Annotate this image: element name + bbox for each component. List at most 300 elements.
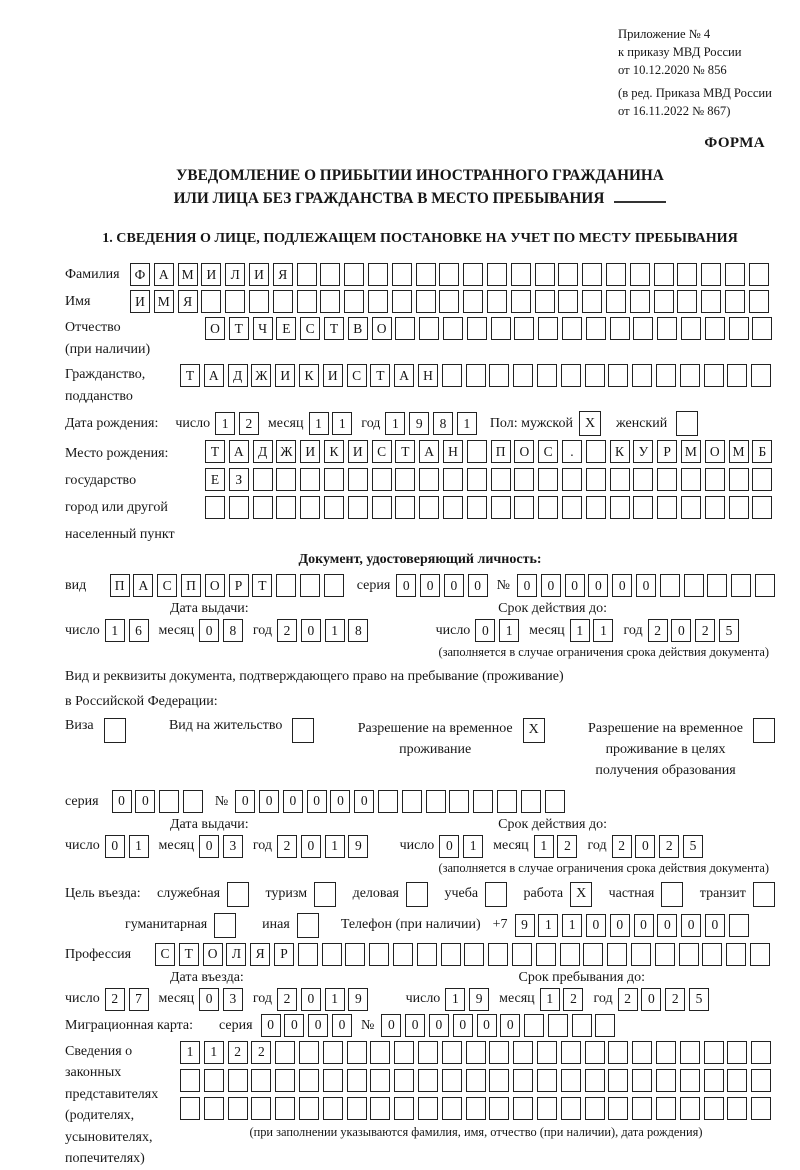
cell[interactable]: И [275, 364, 295, 387]
cell[interactable]: С [155, 943, 175, 966]
cell[interactable] [416, 263, 436, 286]
cell[interactable] [372, 468, 392, 491]
cell[interactable]: Ж [276, 440, 296, 463]
cell[interactable] [548, 1014, 568, 1037]
cell[interactable]: З [229, 468, 249, 491]
cell[interactable]: 1 [538, 914, 558, 937]
cell[interactable]: О [372, 317, 392, 340]
cell[interactable]: 0 [261, 1014, 281, 1037]
cell[interactable] [491, 496, 511, 519]
cell[interactable] [419, 496, 439, 519]
cell[interactable]: 1 [570, 619, 590, 642]
cell[interactable] [632, 1041, 652, 1064]
cell[interactable] [394, 1069, 414, 1092]
cell[interactable] [297, 290, 317, 313]
cell[interactable] [729, 317, 749, 340]
cell[interactable]: Я [250, 943, 270, 966]
cell[interactable]: И [201, 263, 221, 286]
cell[interactable] [204, 1069, 224, 1092]
cell[interactable]: 1 [325, 835, 345, 858]
cell[interactable]: 0 [641, 988, 661, 1011]
cell[interactable]: С [372, 440, 392, 463]
cell[interactable] [537, 1097, 557, 1120]
cell[interactable] [561, 364, 581, 387]
cell[interactable] [610, 317, 630, 340]
cell[interactable]: 0 [381, 1014, 401, 1037]
cell[interactable] [464, 943, 484, 966]
cell[interactable]: С [538, 440, 558, 463]
cell[interactable]: 0 [636, 574, 656, 597]
cell[interactable] [275, 1041, 295, 1064]
cell[interactable]: А [154, 263, 174, 286]
cell[interactable] [630, 290, 650, 313]
cell[interactable] [322, 943, 342, 966]
cell[interactable] [466, 1041, 486, 1064]
cell[interactable] [538, 468, 558, 491]
cell[interactable]: 1 [105, 619, 125, 642]
cell[interactable]: У [633, 440, 653, 463]
cell[interactable] [419, 317, 439, 340]
cell[interactable] [537, 1069, 557, 1092]
cell[interactable]: 2 [277, 835, 297, 858]
cell[interactable] [512, 943, 532, 966]
cell[interactable]: 0 [283, 790, 303, 813]
cell[interactable] [680, 1097, 700, 1120]
cell[interactable]: 0 [307, 790, 327, 813]
cell[interactable]: 9 [348, 988, 368, 1011]
cell[interactable] [606, 263, 626, 286]
cell[interactable] [704, 1041, 724, 1064]
cell[interactable] [180, 1097, 200, 1120]
cell[interactable] [228, 1069, 248, 1092]
cell[interactable] [511, 263, 531, 286]
cell[interactable] [229, 496, 249, 519]
cell[interactable] [345, 943, 365, 966]
cell[interactable] [443, 468, 463, 491]
cell[interactable]: 0 [429, 1014, 449, 1037]
cell[interactable] [705, 317, 725, 340]
cell[interactable] [300, 574, 320, 597]
cell[interactable] [657, 496, 677, 519]
cell[interactable] [562, 468, 582, 491]
cell[interactable]: Ф [130, 263, 150, 286]
cell[interactable]: М [729, 440, 749, 463]
cell[interactable] [514, 496, 534, 519]
cell[interactable] [395, 496, 415, 519]
cell[interactable]: К [299, 364, 319, 387]
cell[interactable] [753, 718, 775, 743]
cell[interactable]: 0 [517, 574, 537, 597]
cell[interactable] [751, 1069, 771, 1092]
cell[interactable] [463, 263, 483, 286]
cell[interactable]: 0 [500, 1014, 520, 1037]
cell[interactable] [253, 496, 273, 519]
cell[interactable]: А [394, 364, 414, 387]
cell[interactable]: 0 [565, 574, 585, 597]
cell[interactable] [392, 290, 412, 313]
cell[interactable] [395, 317, 415, 340]
cell[interactable] [253, 468, 273, 491]
cell[interactable] [323, 1097, 343, 1120]
cell[interactable]: 1 [332, 412, 352, 435]
cell[interactable] [418, 1041, 438, 1064]
cell[interactable] [677, 290, 697, 313]
cell[interactable]: 2 [612, 835, 632, 858]
cell[interactable]: 2 [277, 988, 297, 1011]
cell[interactable] [251, 1069, 271, 1092]
cell[interactable] [275, 1069, 295, 1092]
cell[interactable] [368, 290, 388, 313]
cell[interactable]: 0 [301, 835, 321, 858]
cell[interactable] [585, 364, 605, 387]
cell[interactable]: О [205, 317, 225, 340]
cell[interactable] [677, 263, 697, 286]
cell[interactable] [606, 290, 626, 313]
cell[interactable] [751, 1097, 771, 1120]
cell[interactable]: 0 [199, 988, 219, 1011]
cell[interactable]: 1 [534, 835, 554, 858]
cell[interactable] [704, 1097, 724, 1120]
cell[interactable] [514, 468, 534, 491]
cell[interactable]: К [610, 440, 630, 463]
cell[interactable] [394, 1097, 414, 1120]
cell[interactable] [751, 364, 771, 387]
cell[interactable] [727, 1069, 747, 1092]
cell[interactable] [369, 943, 389, 966]
cell[interactable] [679, 943, 699, 966]
cell[interactable] [276, 574, 296, 597]
cell[interactable]: 1 [593, 619, 613, 642]
cell[interactable] [656, 1097, 676, 1120]
cell[interactable]: Л [225, 263, 245, 286]
cell[interactable] [487, 290, 507, 313]
cell[interactable]: 0 [354, 790, 374, 813]
cell[interactable] [707, 574, 727, 597]
cell[interactable]: 0 [681, 914, 701, 937]
cell[interactable]: И [300, 440, 320, 463]
cell[interactable]: 1 [180, 1041, 200, 1064]
cell[interactable] [701, 290, 721, 313]
cell[interactable] [227, 882, 249, 907]
cell[interactable]: 0 [612, 574, 632, 597]
cell[interactable]: И [348, 440, 368, 463]
cell[interactable] [562, 317, 582, 340]
cell[interactable] [727, 1097, 747, 1120]
cell[interactable] [656, 364, 676, 387]
cell[interactable] [323, 1069, 343, 1092]
cell[interactable]: 0 [588, 574, 608, 597]
cell[interactable]: Н [443, 440, 463, 463]
cell[interactable]: Ч [253, 317, 273, 340]
cell[interactable] [586, 317, 606, 340]
cell[interactable] [704, 1069, 724, 1092]
cell[interactable]: О [203, 943, 223, 966]
cell[interactable]: Т [324, 317, 344, 340]
cell[interactable] [418, 1069, 438, 1092]
cell[interactable] [324, 496, 344, 519]
cell[interactable] [467, 468, 487, 491]
cell[interactable] [632, 1069, 652, 1092]
cell[interactable] [392, 263, 412, 286]
cell[interactable]: 0 [330, 790, 350, 813]
cell[interactable] [633, 468, 653, 491]
cell[interactable]: Т [205, 440, 225, 463]
cell[interactable] [491, 468, 511, 491]
cell[interactable] [449, 790, 469, 813]
cell[interactable] [347, 1041, 367, 1064]
cell[interactable] [681, 468, 701, 491]
cell[interactable]: 0 [635, 835, 655, 858]
cell[interactable]: 1 [445, 988, 465, 1011]
cell[interactable] [535, 263, 555, 286]
cell[interactable] [442, 1097, 462, 1120]
cell[interactable]: Р [229, 574, 249, 597]
cell[interactable]: К [324, 440, 344, 463]
cell[interactable]: 0 [420, 574, 440, 597]
cell[interactable]: А [133, 574, 153, 597]
cell[interactable] [680, 1069, 700, 1092]
cell[interactable]: П [110, 574, 130, 597]
cell[interactable] [370, 1097, 390, 1120]
cell[interactable] [729, 496, 749, 519]
cell[interactable]: 2 [659, 835, 679, 858]
cell[interactable] [273, 290, 293, 313]
cell[interactable] [608, 1069, 628, 1092]
cell[interactable] [201, 290, 221, 313]
cell[interactable] [344, 290, 364, 313]
cell[interactable] [727, 1041, 747, 1064]
cell[interactable]: 0 [610, 914, 630, 937]
cell[interactable]: 0 [671, 619, 691, 642]
cell[interactable]: 0 [135, 790, 155, 813]
cell[interactable]: Т [370, 364, 390, 387]
cell[interactable]: 0 [301, 619, 321, 642]
cell[interactable] [489, 1097, 509, 1120]
cell[interactable] [727, 364, 747, 387]
cell[interactable]: 1 [215, 412, 235, 435]
cell[interactable] [572, 1014, 592, 1037]
cell[interactable]: С [347, 364, 367, 387]
cell[interactable] [755, 574, 775, 597]
cell[interactable]: М [178, 263, 198, 286]
cell[interactable] [725, 263, 745, 286]
cell[interactable] [368, 263, 388, 286]
cell[interactable] [654, 263, 674, 286]
cell[interactable]: С [300, 317, 320, 340]
cell[interactable] [276, 468, 296, 491]
cell[interactable] [752, 468, 772, 491]
cell[interactable] [558, 290, 578, 313]
cell[interactable] [561, 1097, 581, 1120]
cell[interactable] [511, 290, 531, 313]
cell[interactable] [348, 468, 368, 491]
cell[interactable] [583, 943, 603, 966]
cell[interactable] [348, 496, 368, 519]
cell[interactable] [538, 496, 558, 519]
cell[interactable]: 2 [665, 988, 685, 1011]
cell[interactable] [251, 1097, 271, 1120]
cell[interactable]: 1 [204, 1041, 224, 1064]
cell[interactable]: П [181, 574, 201, 597]
cell[interactable] [558, 263, 578, 286]
cell[interactable] [292, 718, 314, 743]
cell[interactable] [463, 290, 483, 313]
cell[interactable] [441, 943, 461, 966]
cell[interactable] [702, 943, 722, 966]
cell[interactable] [467, 496, 487, 519]
cell[interactable]: 0 [105, 835, 125, 858]
cell[interactable] [418, 1097, 438, 1120]
cell[interactable]: 0 [657, 914, 677, 937]
cell[interactable] [705, 496, 725, 519]
cell[interactable] [485, 882, 507, 907]
cell[interactable] [347, 1069, 367, 1092]
cell[interactable] [725, 290, 745, 313]
cell[interactable]: Т [229, 317, 249, 340]
cell[interactable] [514, 317, 534, 340]
cell[interactable]: 1 [540, 988, 560, 1011]
cell[interactable]: 1 [309, 412, 329, 435]
cell[interactable]: 9 [469, 988, 489, 1011]
cell[interactable]: 0 [112, 790, 132, 813]
cell[interactable] [406, 882, 428, 907]
cell[interactable] [249, 290, 269, 313]
cell[interactable] [372, 496, 392, 519]
cell[interactable] [324, 574, 344, 597]
cell[interactable] [275, 1097, 295, 1120]
cell[interactable] [537, 1041, 557, 1064]
cell[interactable] [537, 364, 557, 387]
cell[interactable]: Я [273, 263, 293, 286]
cell[interactable] [586, 440, 606, 463]
cell[interactable]: 0 [308, 1014, 328, 1037]
cell[interactable]: 0 [199, 619, 219, 642]
cell[interactable]: 1 [325, 988, 345, 1011]
cell[interactable] [513, 364, 533, 387]
cell[interactable]: Л [226, 943, 246, 966]
cell[interactable] [607, 943, 627, 966]
cell[interactable] [536, 943, 556, 966]
cell[interactable] [631, 943, 651, 966]
cell[interactable] [705, 468, 725, 491]
cell[interactable]: О [514, 440, 534, 463]
cell[interactable]: 0 [259, 790, 279, 813]
cell[interactable] [297, 913, 319, 938]
cell[interactable] [749, 290, 769, 313]
cell[interactable]: 8 [223, 619, 243, 642]
cell[interactable]: А [229, 440, 249, 463]
cell[interactable] [204, 1097, 224, 1120]
cell[interactable] [655, 943, 675, 966]
cell[interactable]: 5 [683, 835, 703, 858]
cell[interactable] [538, 317, 558, 340]
cell[interactable] [314, 882, 336, 907]
cell[interactable] [608, 1097, 628, 1120]
cell[interactable] [324, 468, 344, 491]
cell[interactable]: Ж [251, 364, 271, 387]
cell[interactable]: 1 [129, 835, 149, 858]
cell[interactable] [729, 468, 749, 491]
cell[interactable]: Б [752, 440, 772, 463]
cell[interactable] [393, 943, 413, 966]
cell[interactable]: С [157, 574, 177, 597]
cell[interactable] [276, 496, 296, 519]
cell[interactable] [394, 1041, 414, 1064]
cell[interactable] [680, 364, 700, 387]
cell[interactable] [228, 1097, 248, 1120]
cell[interactable] [630, 263, 650, 286]
cell[interactable] [300, 468, 320, 491]
cell[interactable] [473, 790, 493, 813]
cell[interactable] [657, 468, 677, 491]
cell[interactable]: М [681, 440, 701, 463]
cell[interactable] [370, 1041, 390, 1064]
cell[interactable]: Я [178, 290, 198, 313]
cell[interactable]: 5 [719, 619, 739, 642]
cell[interactable] [416, 290, 436, 313]
cell[interactable] [225, 290, 245, 313]
cell[interactable] [561, 1041, 581, 1064]
cell[interactable]: Т [395, 440, 415, 463]
cell[interactable] [378, 790, 398, 813]
cell[interactable] [582, 263, 602, 286]
cell[interactable] [610, 496, 630, 519]
cell[interactable] [680, 1041, 700, 1064]
cell[interactable]: X [523, 718, 545, 743]
cell[interactable] [676, 411, 698, 436]
cell[interactable] [752, 317, 772, 340]
cell[interactable]: . [562, 440, 582, 463]
cell[interactable]: 0 [301, 988, 321, 1011]
cell[interactable] [751, 1041, 771, 1064]
cell[interactable] [513, 1041, 533, 1064]
cell[interactable] [439, 290, 459, 313]
cell[interactable] [299, 1069, 319, 1092]
cell[interactable]: И [130, 290, 150, 313]
cell[interactable] [608, 1041, 628, 1064]
cell[interactable]: 0 [468, 574, 488, 597]
cell[interactable]: 0 [405, 1014, 425, 1037]
cell[interactable]: 0 [634, 914, 654, 937]
cell[interactable] [582, 290, 602, 313]
cell[interactable]: 3 [223, 988, 243, 1011]
cell[interactable]: 2 [105, 988, 125, 1011]
cell[interactable] [443, 317, 463, 340]
cell[interactable] [681, 496, 701, 519]
cell[interactable] [561, 1069, 581, 1092]
cell[interactable]: 0 [332, 1014, 352, 1037]
cell[interactable]: 8 [348, 619, 368, 642]
cell[interactable] [750, 943, 770, 966]
cell[interactable] [320, 290, 340, 313]
cell[interactable]: X [579, 411, 601, 436]
cell[interactable]: 9 [515, 914, 535, 937]
cell[interactable] [466, 364, 486, 387]
cell[interactable]: 0 [235, 790, 255, 813]
cell[interactable] [489, 364, 509, 387]
cell[interactable] [297, 263, 317, 286]
cell[interactable] [489, 1069, 509, 1092]
cell[interactable] [585, 1097, 605, 1120]
cell[interactable] [701, 263, 721, 286]
cell[interactable] [300, 496, 320, 519]
cell[interactable] [585, 1069, 605, 1092]
cell[interactable] [443, 496, 463, 519]
cell[interactable]: 2 [648, 619, 668, 642]
cell[interactable]: М [154, 290, 174, 313]
cell[interactable] [323, 1041, 343, 1064]
cell[interactable] [684, 574, 704, 597]
